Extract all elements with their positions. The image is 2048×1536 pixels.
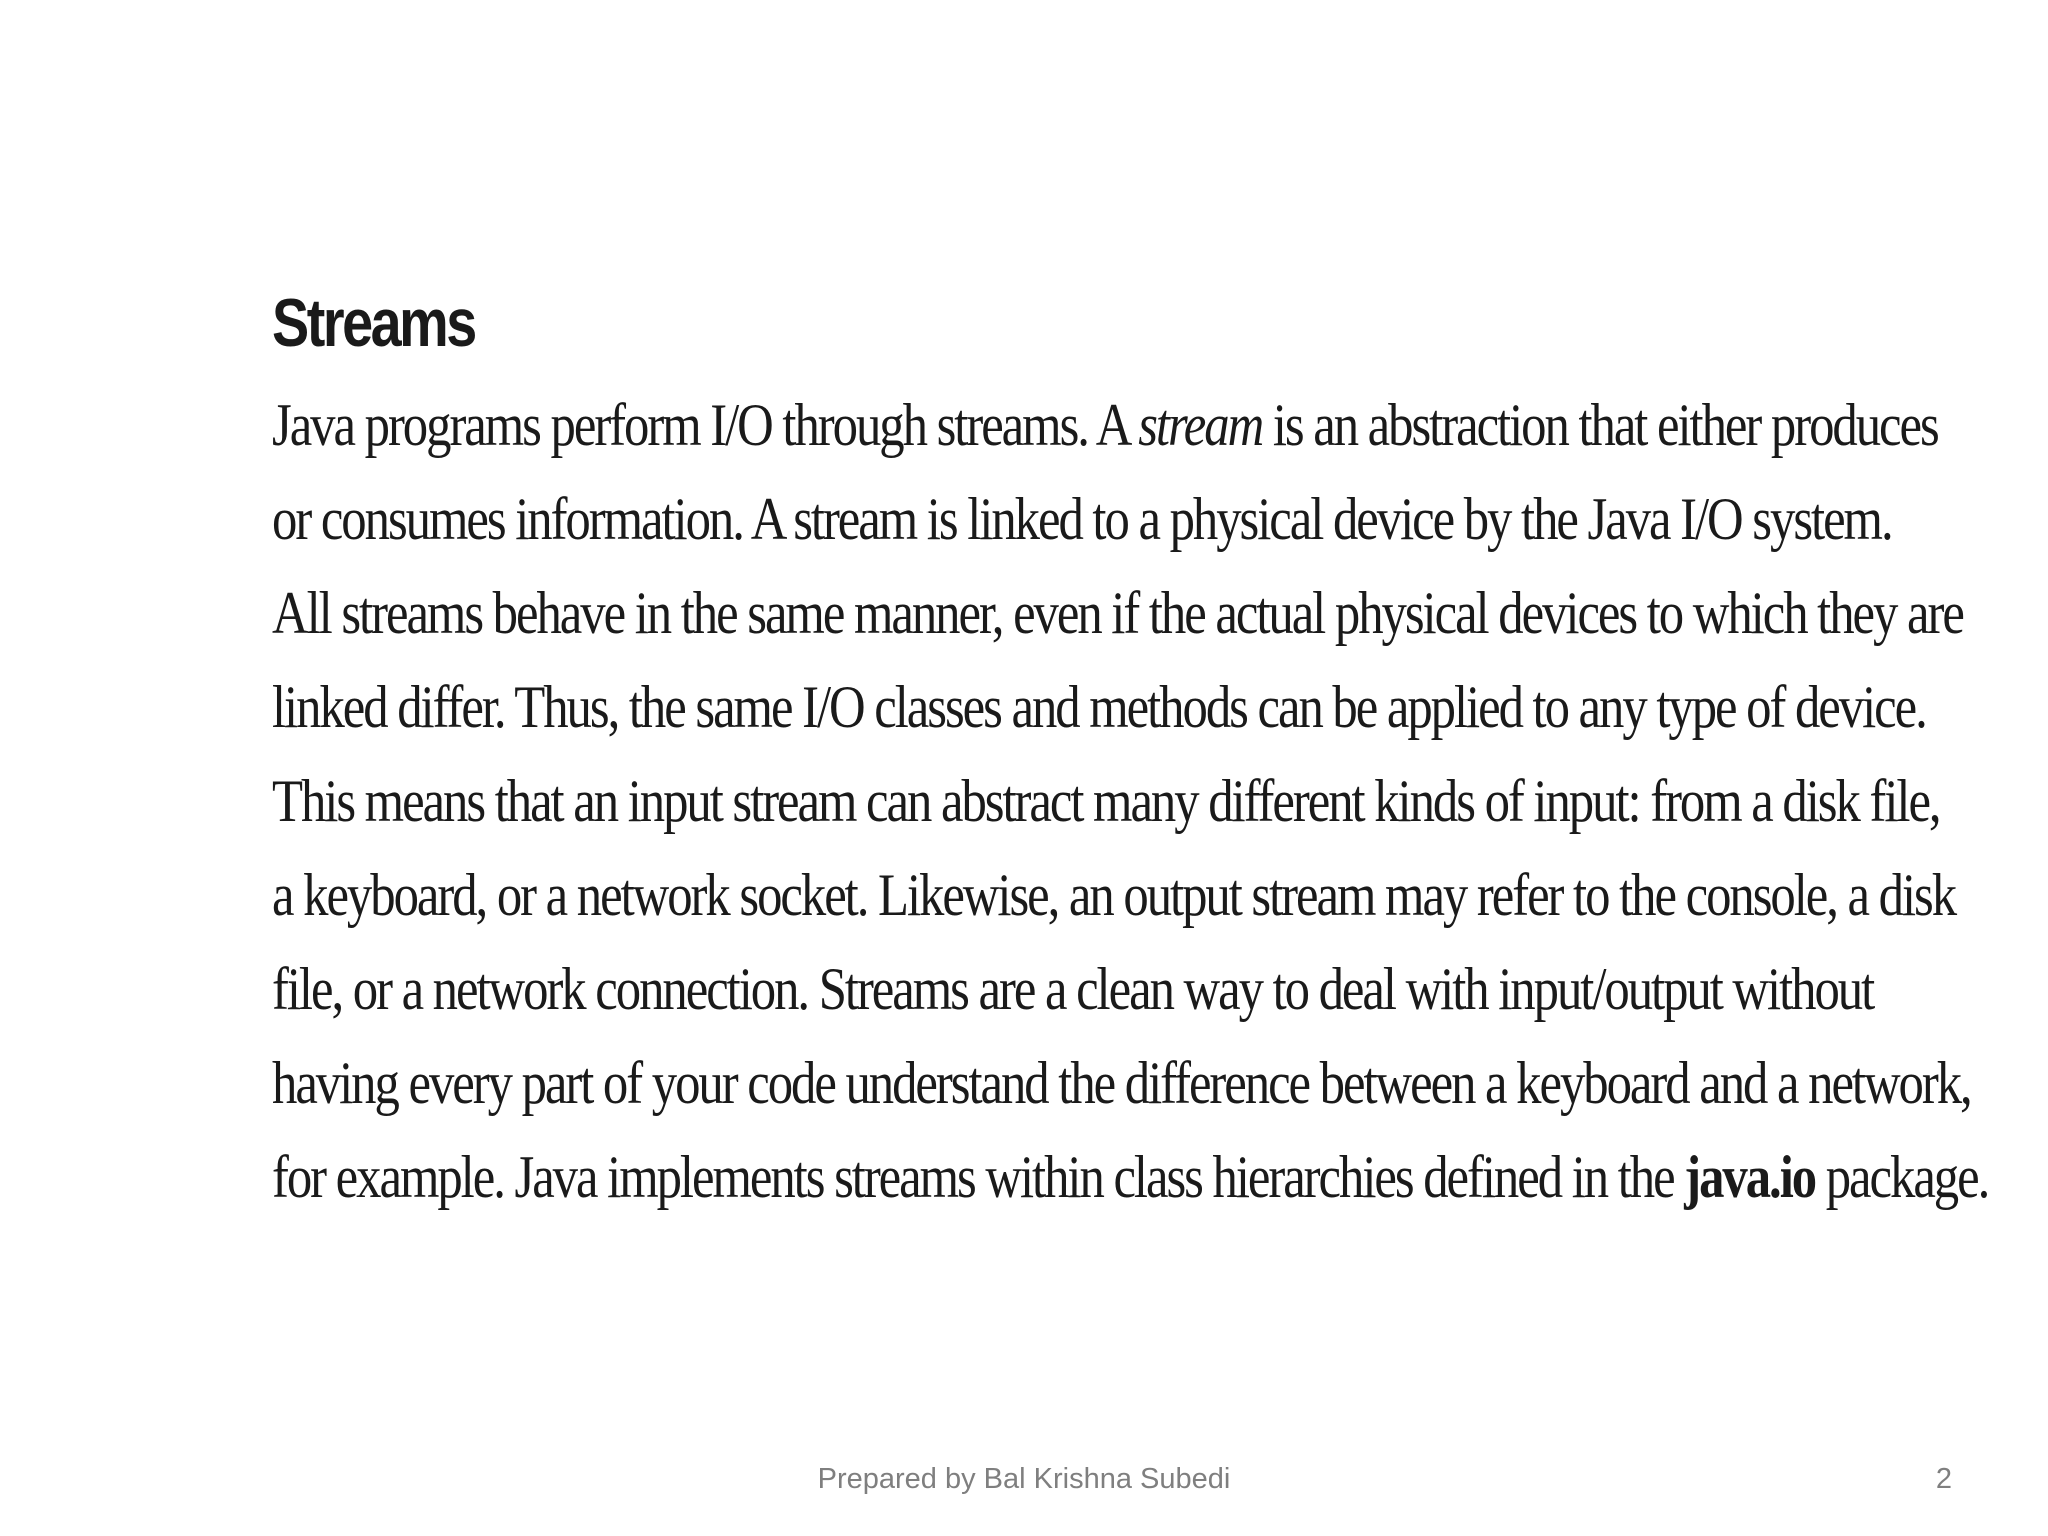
paragraph-line-9 (272, 1130, 1989, 1224)
paragraph-line-4: linked differ. Thus, the same I/O classes and methods can be applied to any type of device. (272, 674, 1926, 740)
paragraph-line-5: This means that an input stream can abstract many different kinds of input: from a disk file, (272, 768, 1940, 834)
paragraph-line-3: All streams behave in the same manner, even if the actual physical devices to which they are (272, 580, 1963, 646)
slide-footer: Prepared by Bal Krishna Subedi (817, 1463, 1231, 1495)
line-1-text-before: Java programs perform I/O through streams. A (272, 392, 1139, 458)
emphasized-term-stream: stream (1138, 392, 1263, 458)
package-name-java-io: java.io (1684, 1144, 1816, 1210)
line-1-text-after: is an abstraction that either produces (1262, 392, 1938, 458)
paragraph-line-2: or consumes information. A stream is linked to a physical device by the Java I/O system. (272, 486, 1892, 552)
line-9-text-before: for example. Java implements streams within class hierarchies defined in the (272, 1144, 1685, 1210)
paragraph-line-6: a keyboard, or a network socket. Likewise, an output stream may refer to the console, a disk (272, 862, 1956, 928)
body-paragraph (272, 378, 1989, 1224)
line-9-text-after: package. (1815, 1144, 1989, 1210)
page-number: 2 (1935, 1463, 1952, 1495)
paragraph-line-1 (272, 378, 1938, 472)
paragraph-line-8: having every part of your code understand the difference between a keyboard and a network, (272, 1050, 1971, 1116)
slide-content (272, 282, 1989, 1224)
paragraph-line-7: file, or a network connection. Streams are a clean way to deal with input/output without (272, 956, 1874, 1022)
section-heading: Streams (272, 285, 475, 361)
